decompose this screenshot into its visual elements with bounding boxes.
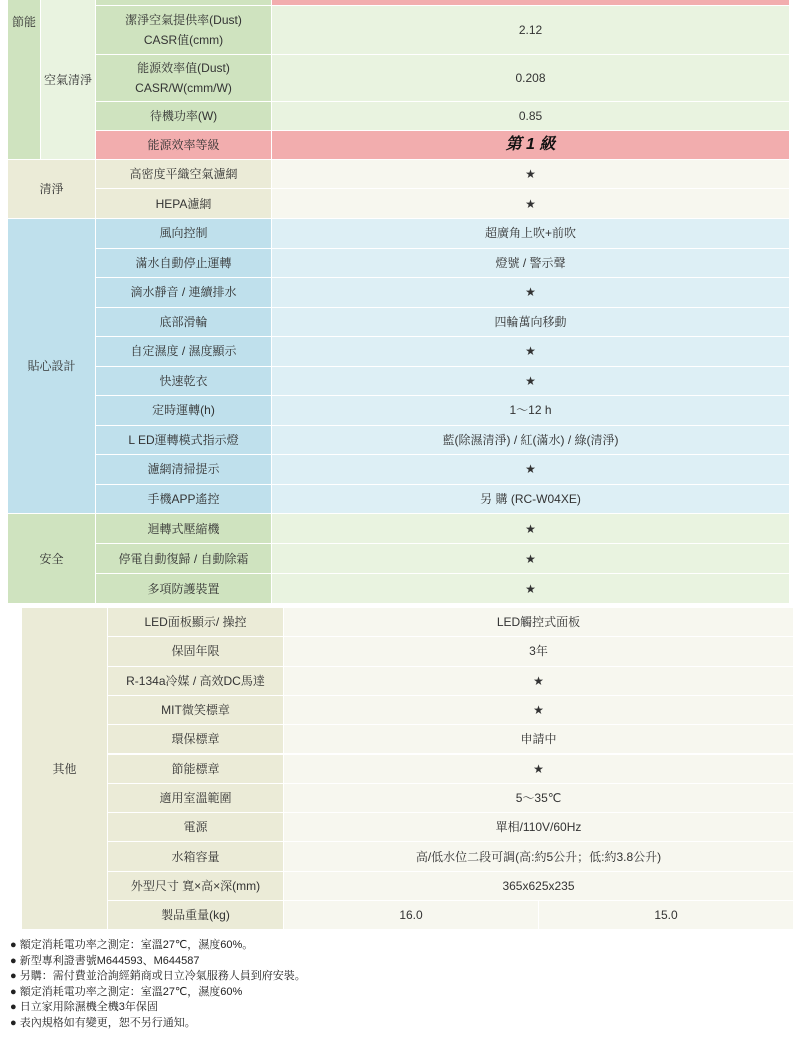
spec-value: ★	[272, 514, 790, 544]
spec-value: 1～12 h	[272, 396, 790, 426]
note-item: ● 日立家用除濕機全機3年保固	[10, 1001, 158, 1013]
spec-label: HEPA濾網	[96, 189, 272, 219]
spec-label: 製品重量(kg)	[108, 901, 284, 930]
category-other: 其他	[22, 608, 108, 930]
category-energy: 節能	[8, 0, 41, 160]
spec-label: 能源效率等級	[96, 131, 272, 160]
spec-value: 3年	[284, 637, 794, 666]
spec-value: ★	[284, 755, 794, 784]
spec-value: ★	[272, 189, 790, 219]
spec-value: 0.85	[272, 102, 790, 131]
spec-value: 另 購 (RC-W04XE)	[272, 485, 790, 515]
category-safety: 安全	[8, 514, 96, 604]
spec-value: ★	[272, 367, 790, 397]
spec-value: LED觸控式面板	[284, 608, 794, 637]
spec-label: 高密度平織空氣濾網	[96, 160, 272, 189]
spec-label: 水箱容量	[108, 842, 284, 871]
spec-value: 超廣角上吹+前吹	[272, 219, 790, 249]
spec-label: 滴水靜音 / 連續排水	[96, 278, 272, 308]
spec-value: ★	[272, 337, 790, 367]
spec-label: L ED運轉模式指示燈	[96, 426, 272, 456]
note-item: ● 表內規格如有變更，恕不另行通知。	[10, 1016, 196, 1029]
spec-value: 365x625x235	[284, 872, 794, 901]
subcategory-air-clean: 空氣清淨	[41, 0, 96, 160]
spec-value: ★	[272, 455, 790, 485]
notes-list	[10, 938, 790, 1031]
spec-label: 外型尺寸 寬×高×深(mm)	[108, 872, 284, 901]
spec-value-model-a: 16.0	[284, 901, 539, 930]
spec-value-model-b: 15.0	[539, 901, 794, 930]
spec-value: 單相/110V/60Hz	[284, 813, 794, 842]
spec-label: 環保標章	[108, 725, 284, 754]
spec-label: 定時運轉(h)	[96, 396, 272, 426]
note-item: ● 新型專利證書號M644593、M644587	[10, 954, 200, 967]
spec-value: ★	[272, 574, 790, 604]
spec-value: ★	[284, 667, 794, 696]
spec-label: 手機APP遙控	[96, 485, 272, 515]
spec-value: 藍(除濕清淨) / 紅(滿水) / 綠(清淨)	[272, 426, 790, 456]
note-item: ● 額定消耗電功率之測定：室溫27℃，濕度60%。	[10, 939, 254, 951]
category-clean: 清淨	[8, 160, 96, 219]
spec-label: 保固年限	[108, 637, 284, 666]
spec-label: 滿水自動停止運轉	[96, 249, 272, 279]
spec-value: ★	[272, 544, 790, 574]
spec-value: ★	[284, 696, 794, 725]
spec-label: 適用室溫範圍	[108, 784, 284, 813]
spec-label: 迴轉式壓縮機	[96, 514, 272, 544]
spec-value: 高/低水位二段可調(高:約5公升；低:約3.8公升)	[284, 842, 794, 871]
spec-label: 自定濕度 / 濕度顯示	[96, 337, 272, 367]
energy-grade-value: 第 1 級	[272, 131, 790, 160]
note-item: ● 另購：需付費並洽詢經銷商或日立冷氣服務人員到府安裝。	[10, 970, 306, 982]
spec-label: R-134a冷媒 / 高效DC馬達	[108, 667, 284, 696]
spec-label: 節能標章	[108, 755, 284, 784]
spec-label: 濾網清掃提示	[96, 455, 272, 485]
spec-label: 待機功率(W)	[96, 102, 272, 131]
spec-value: ★	[272, 160, 790, 189]
category-design: 貼心設計	[8, 219, 96, 514]
spec-value: 燈號 / 警示聲	[272, 249, 790, 279]
spec-label: 底部滑輪	[96, 308, 272, 338]
spec-label: LED面板顯示/ 操控	[108, 608, 284, 637]
spec-label: 風向控制	[96, 219, 272, 249]
spec-label: 能源效率值(Dust) CASR/W(cmm/W)	[96, 55, 272, 102]
spec-value: 2.12	[272, 6, 790, 55]
spec-label: 電源	[108, 813, 284, 842]
note-item: ● 額定消耗電功率之測定：室溫27℃，濕度60%	[10, 985, 243, 998]
spec-value: 申請中	[284, 725, 794, 754]
spec-label: 快速乾衣	[96, 367, 272, 397]
spec-value: 四輪萬向移動	[272, 308, 790, 338]
spec-label: 多項防護裝置	[96, 574, 272, 604]
spec-value: ★	[272, 278, 790, 308]
spec-value: 5～35℃	[284, 784, 794, 813]
spec-label: MIT微笑標章	[108, 696, 284, 725]
spec-label: 停電自動復歸 / 自動除霜	[96, 544, 272, 574]
spec-label: 潔淨空氣提供率(Dust) CASR值(cmm)	[96, 6, 272, 55]
spec-value: 0.208	[272, 55, 790, 102]
